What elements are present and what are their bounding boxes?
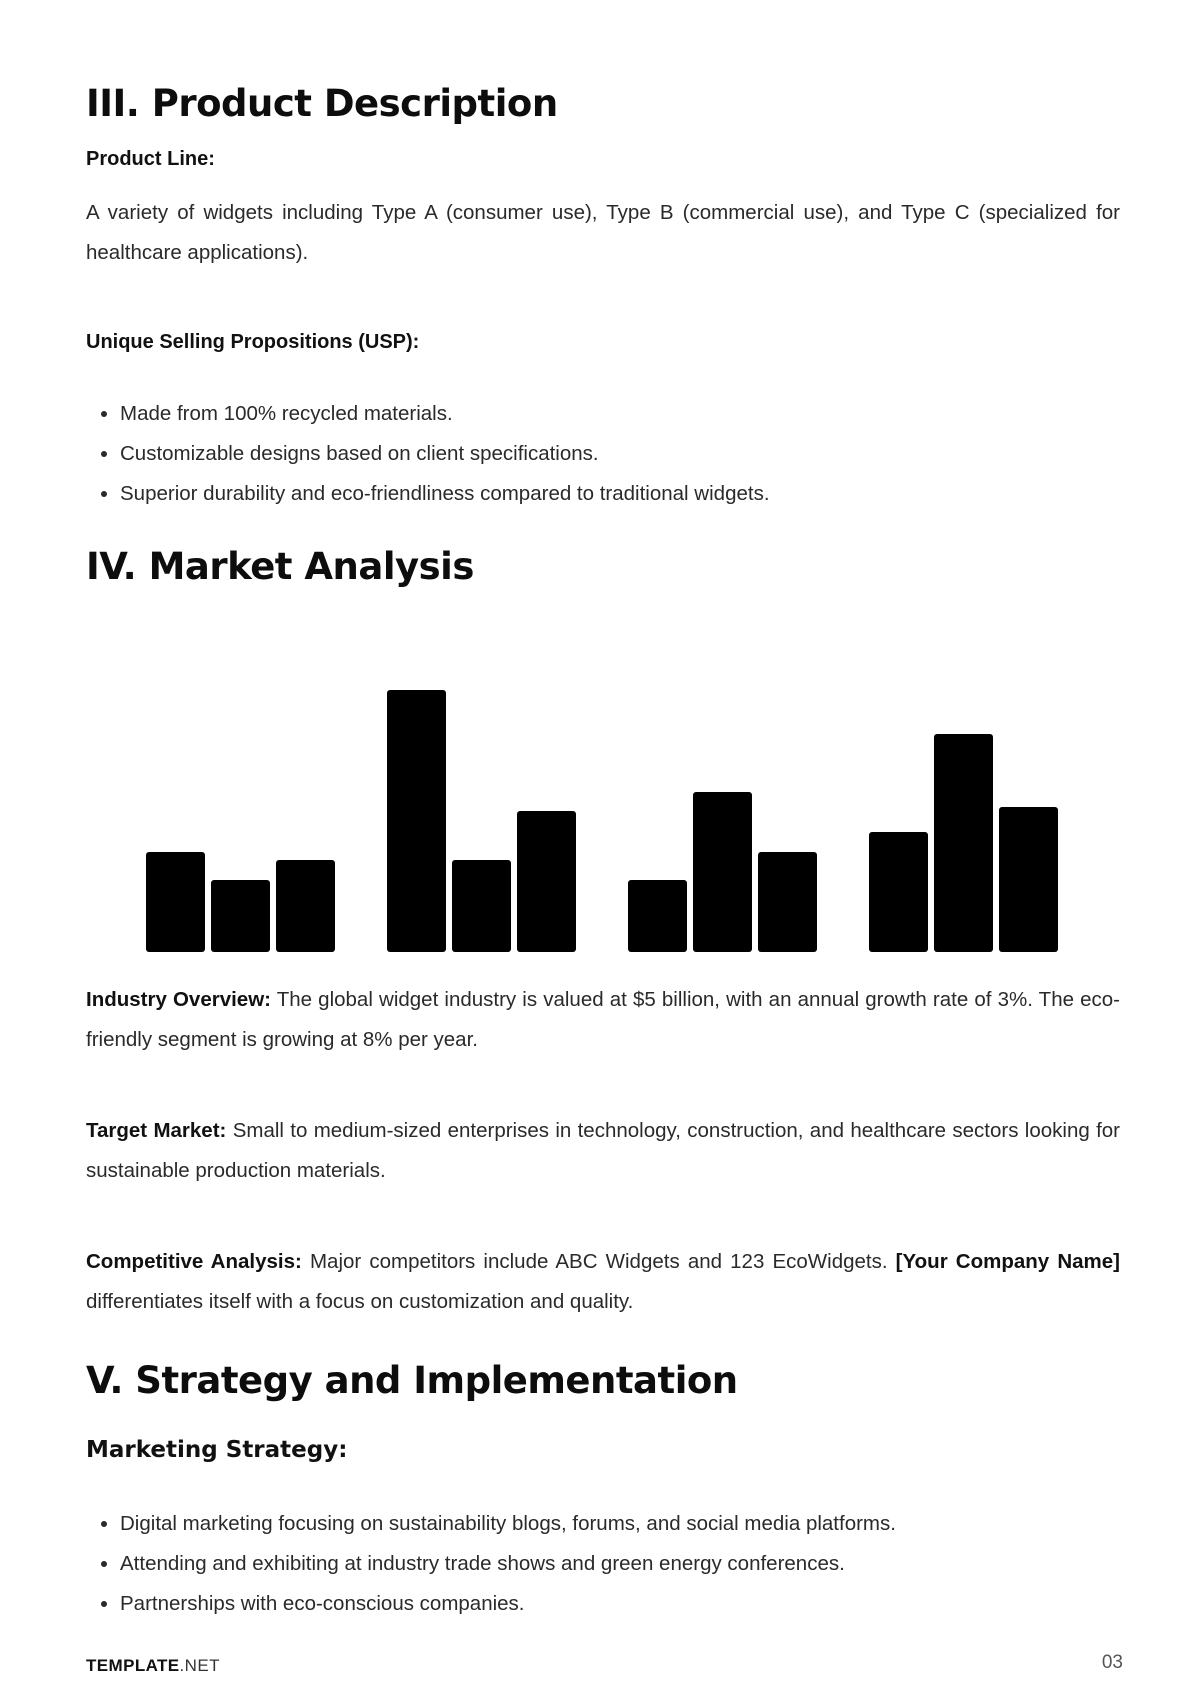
brand-suffix: .NET xyxy=(179,1656,220,1675)
usp-label: Unique Selling Propositions (USP): xyxy=(86,331,420,353)
target-market-label: Target Market: xyxy=(86,1119,227,1142)
bar-group-3-series-3 xyxy=(758,852,817,952)
bar-group-2-series-3 xyxy=(517,811,576,952)
product-line-text: A variety of widgets including Type A (consumer use), Type B (commercial use), and Type C (specialized for healthcare applications). xyxy=(86,201,1120,264)
bar-group-4-series-1 xyxy=(869,832,928,952)
competitive-analysis-label: Competitive Analysis: xyxy=(86,1250,302,1273)
competitive-analysis-text-1: Major competitors include ABC Widgets and 123 EcoWidgets. xyxy=(301,1250,896,1273)
list-item: • Attending and exhibiting at industry trade shows and green energy conferences. xyxy=(120,1544,896,1584)
bar-group-4-series-2 xyxy=(934,734,993,952)
page-number: 03 xyxy=(1101,1652,1123,1673)
bar-group-4-series-3 xyxy=(999,807,1058,952)
bar-group-3-series-2 xyxy=(693,792,752,952)
bar-group-1-series-2 xyxy=(211,880,270,952)
product-line-label: Product Line: xyxy=(86,148,215,170)
list-item: • Made from 100% recycled materials. xyxy=(120,394,770,434)
industry-overview-text: The global widget industry is valued at $5 billion, with an annual growth rate of 3%. The eco-friendly segment is growing at 8% per year. xyxy=(86,988,1120,1051)
marketing-strategy-title: Marketing Strategy: xyxy=(86,1437,348,1463)
list-item: • Customizable designs based on client specifications. xyxy=(120,434,770,474)
footer-brand xyxy=(86,1656,220,1676)
marketing-list xyxy=(104,1504,896,1624)
section-5-title: V. Strategy and Implementation xyxy=(86,1359,738,1402)
usp-list xyxy=(104,394,770,514)
bar-group-3-series-1 xyxy=(628,880,687,952)
target-market xyxy=(86,1111,1120,1191)
market-analysis-bar-chart xyxy=(146,684,1066,954)
target-market-text: Small to medium-sized enterprises in technology, construction, and healthcare sectors looking for sustainable production materials. xyxy=(86,1119,1120,1182)
bar-group-2-series-1 xyxy=(387,690,446,952)
brand-name: TEMPLATE xyxy=(86,1656,180,1675)
industry-overview-label: Industry Overview: xyxy=(86,988,271,1011)
section-4-title: IV. Market Analysis xyxy=(86,545,474,588)
section-3-title: III. Product Description xyxy=(86,82,558,125)
list-item: • Superior durability and eco-friendliness compared to traditional widgets. xyxy=(120,474,770,514)
company-name-placeholder: [Your Company Name] xyxy=(895,1250,1120,1273)
competitive-analysis-text-2: differentiates itself with a focus on customization and quality. xyxy=(86,1290,634,1313)
bar-group-2-series-2 xyxy=(452,860,511,952)
bar-group-1-series-1 xyxy=(146,852,205,952)
list-item: • Digital marketing focusing on sustainability blogs, forums, and social media platforms. xyxy=(120,1504,896,1544)
list-item: • Partnerships with eco-conscious companies. xyxy=(120,1584,896,1624)
industry-overview xyxy=(86,980,1120,1060)
bar-group-1-series-3 xyxy=(276,860,335,952)
competitive-analysis xyxy=(86,1242,1120,1322)
